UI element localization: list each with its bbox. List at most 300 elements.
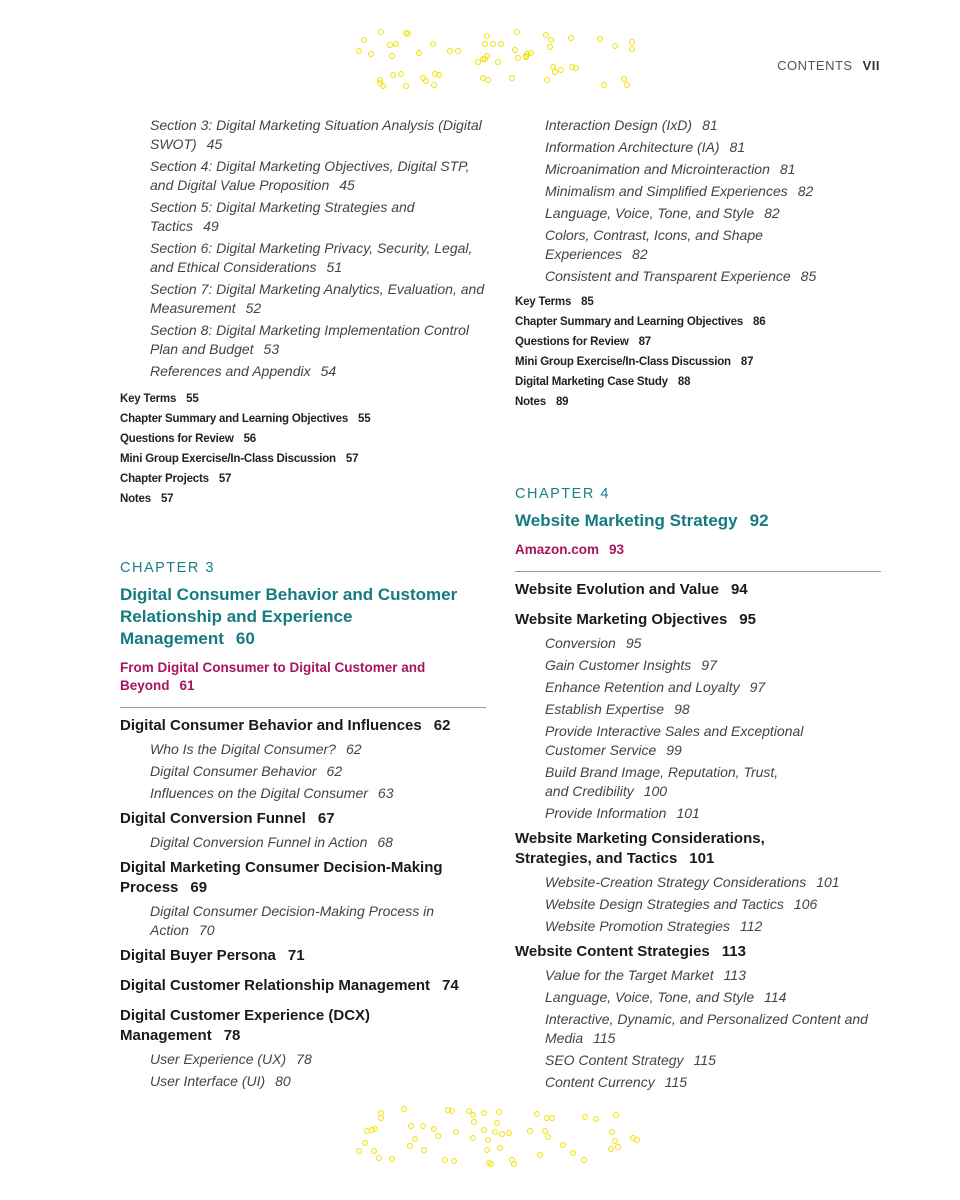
decorative-dot [481, 1127, 487, 1133]
decorative-dot [496, 1109, 502, 1115]
decorative-dot [484, 53, 490, 59]
entry-title: Gain Customer Insights [545, 657, 692, 673]
entry-title: Section 5: Digital Marketing Strategies and Tactics [150, 199, 415, 234]
entry-title: Chapter Summary and Learning Objectives [120, 413, 349, 425]
entry-title: Interactive, Dynamic, and Personalized Content and Media [545, 1011, 868, 1046]
entry-title: Questions for Review [120, 433, 234, 445]
decorative-dot [593, 1116, 599, 1122]
toc-section[interactable] [120, 976, 486, 996]
entry-page: 63 [377, 785, 394, 801]
decorative-dot [442, 1157, 448, 1163]
toc-section[interactable] [120, 946, 486, 966]
section-title: Digital Buyer Persona [120, 947, 276, 964]
toc-subsection[interactable] [515, 160, 881, 179]
decorative-dot [609, 1129, 615, 1135]
decorative-dots-top [350, 28, 650, 92]
entry-title: Information Architecture (IA) [545, 139, 720, 155]
entry-page: 97 [701, 657, 717, 673]
section-page: 95 [739, 611, 756, 628]
chapter-title[interactable] [515, 510, 881, 532]
case-title: Amazon.com [515, 542, 600, 557]
toc-subsection[interactable] [120, 902, 486, 940]
toc-subsection[interactable] [120, 362, 486, 381]
entry-page: 98 [674, 701, 690, 717]
entry-title: Language, Voice, Tone, and Style [545, 205, 755, 221]
decorative-dot [512, 47, 518, 53]
entry-title: Build Brand Image, Reputation, Trust, and Credibility [545, 764, 779, 799]
decorative-dot [362, 1140, 368, 1146]
chapter-end-list [515, 292, 881, 412]
entry-title: Questions for Review [515, 336, 629, 348]
section-title: Website Marketing Considerations, Strategies, and Tactics [515, 830, 765, 867]
entry-page: 80 [275, 1073, 291, 1089]
decorative-dot [356, 48, 362, 54]
section-title: Digital Conversion Funnel [120, 810, 306, 827]
entry-page: 97 [749, 679, 766, 695]
toc-subsection[interactable] [515, 1073, 881, 1092]
entry-page: 49 [203, 218, 219, 234]
toc-minor-entry[interactable] [515, 292, 881, 312]
toc-subsection[interactable] [120, 784, 486, 803]
decorative-dot [466, 1108, 472, 1114]
page-number: VII [862, 58, 880, 73]
decorative-dot [421, 1147, 427, 1153]
toc-subsection[interactable] [120, 116, 486, 154]
subsection-list [120, 116, 486, 381]
decorative-dot [515, 55, 521, 61]
entry-page: 56 [243, 433, 256, 445]
entry-title: Interaction Design (IxD) [545, 117, 693, 133]
entry-title: Who Is the Digital Consumer? [150, 741, 336, 757]
entry-page: 114 [764, 989, 787, 1005]
decorative-dot [484, 33, 490, 39]
entry-title: Language, Voice, Tone, and Style [545, 989, 755, 1005]
entry-page: 99 [666, 742, 682, 758]
decorative-dot [514, 29, 520, 35]
entry-title: Digital Marketing Case Study [515, 376, 668, 388]
decorative-dot [364, 1128, 370, 1134]
toc-subsection[interactable] [515, 895, 881, 914]
decorative-dot [509, 75, 515, 81]
chapter-label: CHAPTER 4 [515, 486, 610, 502]
toc-section[interactable] [120, 716, 486, 736]
decorative-dot [523, 54, 529, 60]
entry-page: 106 [793, 896, 818, 912]
decorative-dot [537, 1152, 543, 1158]
entry-title: Chapter Projects [120, 473, 209, 485]
decorative-dot [621, 76, 627, 82]
entry-page: 81 [779, 161, 796, 177]
toc-subsection[interactable] [515, 656, 881, 675]
toc-subsection[interactable] [515, 204, 881, 223]
entry-title: Enhance Retention and Loyalty [545, 679, 740, 695]
entry-page: 101 [676, 805, 700, 821]
entry-title: Section 4: Digital Marketing Objectives, Digital STP, and Digital Value Proposition [150, 158, 470, 193]
entry-page: 78 [296, 1051, 312, 1067]
page-header [777, 58, 880, 73]
toc-minor-entry[interactable] [120, 389, 486, 409]
section-title: Digital Customer Experience (DCX) Management [120, 1007, 371, 1044]
decorative-dot [371, 1148, 377, 1154]
toc-subsection[interactable] [515, 267, 881, 286]
decorative-dot [495, 59, 501, 65]
decorative-dot [612, 43, 618, 49]
decorative-dot [390, 72, 396, 78]
toc-minor-entry[interactable] [120, 449, 486, 469]
decorative-dots-bottom [350, 1106, 650, 1170]
subsection-list [120, 833, 486, 852]
subsection-list [120, 902, 486, 940]
chapter-title[interactable] [120, 584, 486, 650]
entry-title: Provide Information [545, 805, 667, 821]
decorative-dot [558, 67, 564, 73]
decorative-dot [447, 48, 453, 54]
section-page: 101 [689, 850, 715, 867]
toc-subsection[interactable] [515, 722, 881, 760]
entry-title: Influences on the Digital Consumer [150, 785, 368, 801]
decorative-dot [380, 83, 386, 89]
decorative-dot [432, 71, 438, 77]
entry-title: Consistent and Transparent Experience [545, 268, 791, 284]
chapter-page: 92 [749, 511, 769, 530]
subsection-list [515, 873, 881, 936]
case-page: 61 [179, 678, 195, 693]
entry-title: User Experience (UX) [150, 1051, 287, 1067]
entry-title: Digital Consumer Behavior [150, 763, 317, 779]
section-title: Digital Consumer Behavior and Influences [120, 717, 422, 734]
toc-section[interactable] [515, 829, 881, 869]
subsection-list [515, 634, 881, 823]
decorative-dot [511, 1161, 517, 1167]
entry-title: Value for the Target Market [545, 967, 714, 983]
toc-subsection[interactable] [515, 116, 881, 135]
toc-section[interactable] [515, 942, 881, 962]
decorative-dot [416, 50, 422, 56]
entry-title: Section 8: Digital Marketing Implementation Control Plan and Budget [150, 322, 470, 357]
decorative-dot [420, 75, 426, 81]
toc-section[interactable] [515, 610, 881, 630]
entry-page: 113 [723, 967, 746, 983]
toc-subsection[interactable] [515, 804, 881, 823]
entry-page: 51 [326, 259, 343, 275]
toc-section[interactable] [120, 809, 486, 829]
entry-page: 52 [245, 300, 262, 316]
toc-subsection[interactable] [515, 678, 881, 697]
entry-page: 115 [664, 1074, 688, 1090]
chapter-page: 60 [235, 629, 255, 648]
section-page: 94 [730, 581, 748, 598]
decorative-dot [612, 1138, 618, 1144]
decorative-dot [560, 1142, 566, 1148]
entry-page: 45 [339, 177, 355, 193]
decorative-dot [393, 41, 399, 47]
toc-subsection[interactable] [515, 182, 881, 201]
toc-minor-entry[interactable] [515, 352, 881, 372]
entry-page: 70 [198, 922, 215, 938]
chapter-case[interactable] [120, 659, 486, 695]
decorative-dot [485, 1137, 491, 1143]
toc-subsection[interactable] [515, 138, 881, 157]
chapter-title-text: Website Marketing Strategy [515, 511, 738, 530]
toc-subsection[interactable] [120, 239, 486, 277]
decorative-dot [430, 41, 436, 47]
decorative-dot [451, 1158, 457, 1164]
entry-title: Notes [120, 493, 151, 505]
entry-title: Content Currency [545, 1074, 655, 1090]
decorative-dot [368, 51, 374, 57]
section-page: 113 [721, 943, 746, 960]
decorative-dot [601, 82, 607, 88]
entry-title: SEO Content Strategy [545, 1052, 684, 1068]
toc-subsection[interactable] [515, 988, 881, 1007]
subsection-list [120, 1050, 486, 1091]
entry-page: 62 [326, 763, 343, 779]
decorative-dot [356, 1148, 362, 1154]
section-page: 69 [190, 879, 208, 896]
entry-title: Minimalism and Simplified Experiences [545, 183, 788, 199]
decorative-dot [549, 1115, 555, 1121]
toc-minor-entry[interactable] [120, 489, 486, 509]
toc-subsection[interactable] [120, 321, 486, 359]
toc-subsection[interactable] [120, 1050, 486, 1069]
divider [120, 707, 486, 708]
subsection-list [120, 740, 486, 803]
decorative-dot [407, 1143, 413, 1149]
entry-page: 68 [377, 834, 393, 850]
decorative-dot [453, 1129, 459, 1135]
toc-subsection[interactable] [515, 1051, 881, 1070]
entry-page: 57 [345, 453, 359, 465]
toc-subsection[interactable] [120, 1072, 486, 1091]
entry-title: Key Terms [120, 393, 177, 405]
decorative-dot [547, 44, 553, 50]
section-page: 62 [433, 717, 451, 734]
entry-title: User Interface (UI) [150, 1073, 266, 1089]
chapter-label: CHAPTER 3 [120, 560, 215, 576]
entry-title: Digital Consumer Decision-Making Process in Action [150, 903, 434, 938]
toc-section[interactable] [120, 1006, 486, 1046]
decorative-dot [630, 1135, 636, 1141]
decorative-dot [378, 29, 384, 35]
entry-page: 57 [160, 493, 174, 505]
decorative-dot [389, 53, 395, 59]
toc-left-column [120, 116, 486, 1094]
entry-page: 95 [625, 635, 642, 651]
entry-page: 62 [345, 741, 362, 757]
toc-subsection[interactable] [120, 198, 486, 236]
entry-page: 82 [764, 205, 780, 221]
toc-minor-entry[interactable] [120, 429, 486, 449]
toc-subsection[interactable] [120, 280, 486, 318]
section-page: 71 [287, 947, 305, 964]
section-title: Digital Marketing Consumer Decision-Making Process [120, 859, 443, 896]
decorative-dot [481, 1110, 487, 1116]
decorative-dot [490, 41, 496, 47]
entry-page: 82 [632, 246, 648, 262]
entry-page: 85 [800, 268, 817, 284]
decorative-dot [624, 82, 630, 88]
decorative-dot [568, 35, 574, 41]
chapter-case[interactable] [515, 541, 881, 559]
decorative-dot [534, 1111, 540, 1117]
decorative-dot [597, 36, 603, 42]
decorative-dot [544, 77, 550, 83]
decorative-dot [485, 77, 491, 83]
decorative-dot [488, 1161, 494, 1167]
divider [515, 571, 881, 572]
toc-minor-entry[interactable] [515, 372, 881, 392]
decorative-dot [608, 1146, 614, 1152]
toc-subsection[interactable] [515, 873, 881, 892]
decorative-dot [582, 1114, 588, 1120]
decorative-dot [401, 1106, 407, 1112]
decorative-dot [615, 1144, 621, 1150]
toc-subsection[interactable] [515, 700, 881, 719]
decorative-dot [527, 1128, 533, 1134]
entry-page: 57 [218, 473, 232, 485]
entry-title: Colors, Contrast, Icons, and Shape Experiences [545, 227, 763, 262]
decorative-dot [378, 1115, 384, 1121]
entry-page: 82 [797, 183, 814, 199]
decorative-dot [506, 1130, 512, 1136]
section-page: 67 [317, 810, 335, 827]
decorative-dot [570, 1150, 576, 1156]
entry-page: 81 [729, 139, 746, 155]
entry-title: Website Design Strategies and Tactics [545, 896, 784, 912]
entry-page: 53 [263, 341, 280, 357]
toc-minor-entry[interactable] [120, 469, 486, 489]
entry-title: Digital Conversion Funnel in Action [150, 834, 368, 850]
decorative-dot [435, 1133, 441, 1139]
decorative-dot [420, 1123, 426, 1129]
toc-right-column [515, 116, 881, 1095]
decorative-dot [431, 82, 437, 88]
entry-title: Website Promotion Strategies [545, 918, 730, 934]
section-page: 78 [223, 1027, 241, 1044]
decorative-dot [581, 1157, 587, 1163]
toc-subsection[interactable] [120, 762, 486, 781]
decorative-dot [484, 1147, 490, 1153]
toc-subsection[interactable] [515, 917, 881, 936]
decorative-dot [431, 1126, 437, 1132]
entry-page: 89 [555, 396, 569, 408]
decorative-dot [470, 1135, 476, 1141]
entry-title: Website-Creation Strategy Considerations [545, 874, 807, 890]
entry-page: 81 [702, 117, 718, 133]
entry-title: Establish Expertise [545, 701, 665, 717]
entry-page: 54 [320, 363, 337, 379]
decorative-dot [376, 1155, 382, 1161]
toc-subsection[interactable] [515, 1010, 881, 1048]
entry-title: Section 6: Digital Marketing Privacy, Security, Legal, and Ethical Considerations [150, 240, 473, 275]
entry-title: Notes [515, 396, 546, 408]
decorative-dot [449, 1108, 455, 1114]
decorative-dot [403, 83, 409, 89]
entry-title: Mini Group Exercise/In-Class Discussion [515, 356, 731, 368]
entry-page: 101 [816, 874, 840, 890]
toc-subsection[interactable] [120, 740, 486, 759]
entry-page: 87 [638, 336, 651, 348]
toc-minor-entry[interactable] [515, 392, 881, 412]
chapter-end-list [120, 389, 486, 509]
entry-title: Section 3: Digital Marketing Situation Analysis (Digital SWOT) [150, 117, 482, 152]
section-title: Digital Customer Relationship Management [120, 977, 431, 994]
decorative-dot [499, 1131, 505, 1137]
decorative-dot [542, 1128, 548, 1134]
decorative-dot [492, 1129, 498, 1135]
decorative-dot [629, 39, 635, 45]
decorative-dot [389, 1156, 395, 1162]
decorative-dot [455, 48, 461, 54]
header-label: CONTENTS [777, 58, 853, 73]
decorative-dot [403, 30, 409, 36]
entry-title: Conversion [545, 635, 616, 651]
entry-title: Section 7: Digital Marketing Analytics, Evaluation, and Measurement [150, 281, 485, 316]
decorative-dot [412, 1136, 418, 1142]
toc-subsection[interactable] [515, 763, 881, 801]
entry-page: 100 [643, 783, 668, 799]
entry-page: 55 [186, 393, 199, 405]
entry-page: 86 [753, 316, 766, 328]
subsection-list [515, 116, 881, 286]
decorative-dot [613, 1112, 619, 1118]
entry-title: Chapter Summary and Learning Objectives [515, 316, 744, 328]
decorative-dot [545, 1134, 551, 1140]
decorative-dot [548, 37, 554, 43]
toc-subsection[interactable] [120, 833, 486, 852]
toc-subsection[interactable] [515, 634, 881, 653]
toc-section[interactable] [515, 580, 881, 600]
toc-minor-entry[interactable] [120, 409, 486, 429]
decorative-dot [471, 1119, 477, 1125]
decorative-dot [498, 41, 504, 47]
case-title: From Digital Consumer to Digital Customer and Beyond [120, 660, 426, 693]
toc-minor-entry[interactable] [515, 312, 881, 332]
entry-page: 87 [740, 356, 754, 368]
case-page: 93 [609, 542, 625, 557]
entry-page: 88 [677, 376, 691, 388]
chapter-title-text: Digital Consumer Behavior and Customer Relationship and Experience Management [120, 585, 458, 648]
decorative-dot [408, 1123, 414, 1129]
entry-title: References and Appendix [150, 363, 311, 379]
entry-page: 55 [358, 413, 371, 425]
entry-page: 85 [581, 296, 594, 308]
toc-minor-entry[interactable] [515, 332, 881, 352]
section-title: Website Marketing Objectives [515, 611, 728, 628]
toc-section[interactable] [120, 858, 486, 898]
entry-page: 45 [206, 136, 223, 152]
decorative-dot [482, 41, 488, 47]
section-page: 74 [442, 977, 459, 994]
entry-page: 115 [593, 1030, 616, 1046]
entry-title: Key Terms [515, 296, 572, 308]
decorative-dot [629, 46, 635, 52]
entry-page: 112 [739, 918, 763, 934]
decorative-dot [361, 37, 367, 43]
toc-subsection[interactable] [515, 966, 881, 985]
toc-subsection[interactable] [515, 226, 881, 264]
entry-page: 115 [693, 1052, 716, 1068]
entry-title: Microanimation and Microinteraction [545, 161, 770, 177]
entry-title: Mini Group Exercise/In-Class Discussion [120, 453, 336, 465]
decorative-dot [569, 64, 575, 70]
toc-subsection[interactable] [120, 157, 486, 195]
decorative-dot [497, 1145, 503, 1151]
section-title: Website Evolution and Value [515, 581, 719, 598]
decorative-dot [398, 71, 404, 77]
entry-title: Provide Interactive Sales and Exceptional Customer Service [545, 723, 804, 758]
section-title: Website Content Strategies [515, 943, 710, 960]
